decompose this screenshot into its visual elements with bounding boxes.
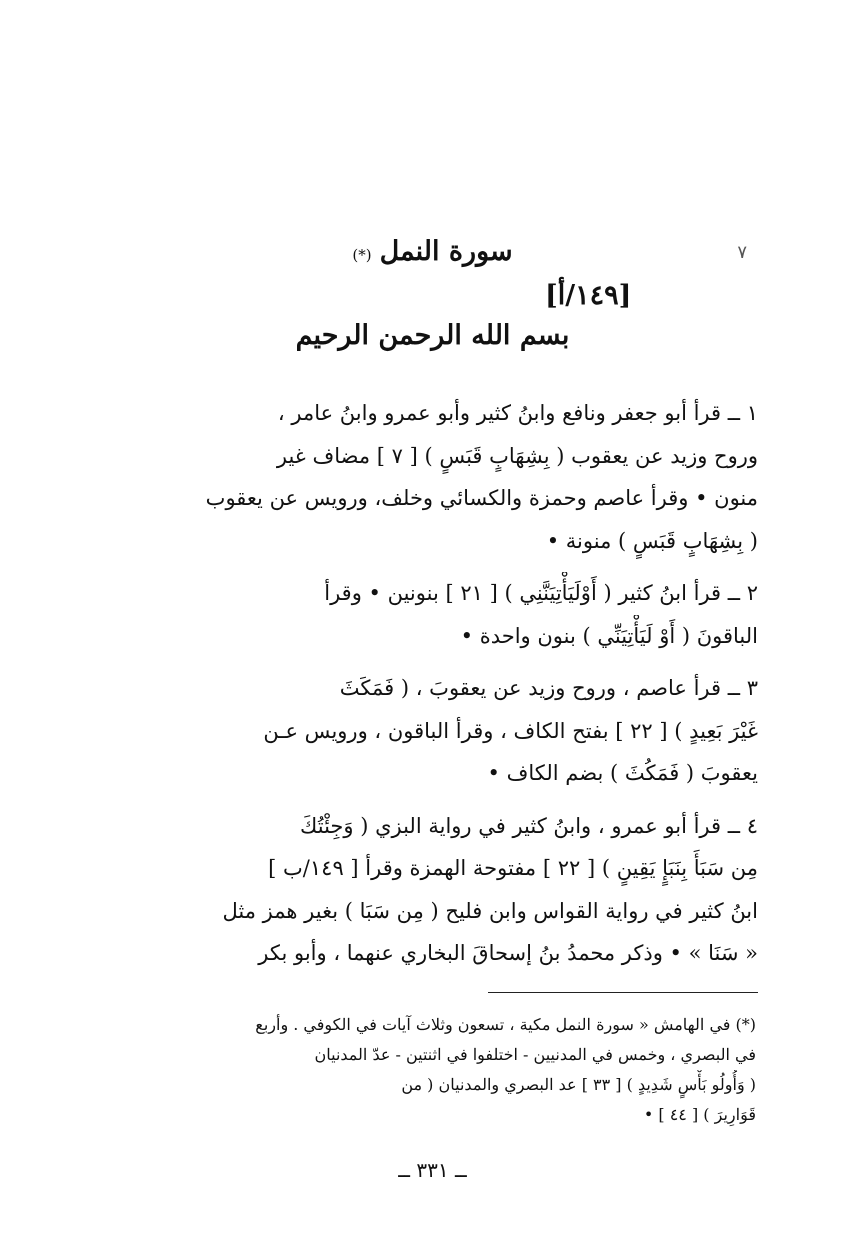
footnote-line: في البصري ، وخمس في المدنيين - اختلفوا في اثنتين - عدّ المدنيان (314, 1045, 756, 1064)
paragraph-3 (74, 667, 758, 795)
surah-title: سورة النمل (379, 236, 513, 267)
folio-reference: [١٤٩/أ] (545, 280, 632, 311)
footnote-line: قَوَارِيرَ ) [ ٤٤ ] • (643, 1105, 756, 1124)
title-note-marker: (*) (352, 246, 372, 264)
basmala: بسم الله الرحمن الرحيم (295, 320, 570, 351)
paragraph-4 (74, 805, 758, 975)
text-line: الباقونَ ( أَوْ لَيَأْتِيَنِّي ) بنون واحدة • (460, 623, 758, 648)
page-number: ــ ٣٣١ ــ (398, 1158, 467, 1182)
text-line: وروح وزيد عن يعقوب ( بِشِهَابٍ قَبَسٍ ) [ ٧ ] مضاف غير (276, 443, 758, 468)
surah-title-block (0, 236, 865, 267)
text-line: مِن سَبَأَ بِنَبَإٍ يَقِينٍ ) [ ٢٢ ] مفتوحة الهمزة وقرأ [ ١٤٩/ب ] (268, 856, 758, 880)
footnote-line: ( وَأُولُو بَأْسٍ شَدِيدٍ ) [ ٣٣ ] عد البصري والمدنيان ( من (401, 1075, 756, 1094)
footnote (82, 1010, 756, 1130)
text-line: ٢ ــ قرأ ابنُ كثير ( أَوْلَيَأْتِيَنَّنِي ) [ ٢١ ] بنونين • وقرأ (324, 581, 758, 605)
paragraph-2 (74, 572, 758, 657)
footnote-line: (*) في الهامش « سورة النمل مكية ، تسعون وثلاث آيات في الكوفي . وأربع (255, 1015, 756, 1034)
corner-mark: ٧ (737, 242, 747, 263)
text-line: غَيْرَ بَعِيدٍ ) [ ٢٢ ] بفتح الكاف ، وقرأ الباقون ، ورويس عـن (263, 718, 758, 743)
paragraph-1 (74, 392, 758, 562)
main-text (74, 392, 758, 975)
text-line: ( بِشِهَابٍ قَبَسٍ ) منونة • (546, 528, 758, 553)
text-line: ابنُ كثير في رواية القواس وابن فليح ( مِن سَبَا ) بغير همز مثل (222, 898, 758, 923)
text-line: « سَنَا » • وذكر محمدُ بنُ إسحاقَ البخاري عنهما ، وأبو بكر (258, 941, 758, 965)
text-line: ٤ ــ قرأ أبو عمرو ، وابنُ كثير في رواية البزي ( وَجِئْتُكَ (300, 813, 758, 838)
text-line: ١ ــ قرأ أبو جعفر ونافع وابنُ كثير وأبو عمرو وابنُ عامر ، (277, 401, 758, 425)
text-line: يعقوبَ ( فَمَكُثَ ) بضم الكاف • (487, 761, 758, 785)
text-line: ٣ ــ قرأ عاصم ، وروح وزيد عن يعقوبَ ، ( فَمَكَثَ (339, 676, 758, 700)
footnote-divider (488, 992, 758, 993)
text-line: منون • وقرأ عاصم وحمزة والكسائي وخلف، ورويس عن يعقوب (205, 486, 758, 510)
